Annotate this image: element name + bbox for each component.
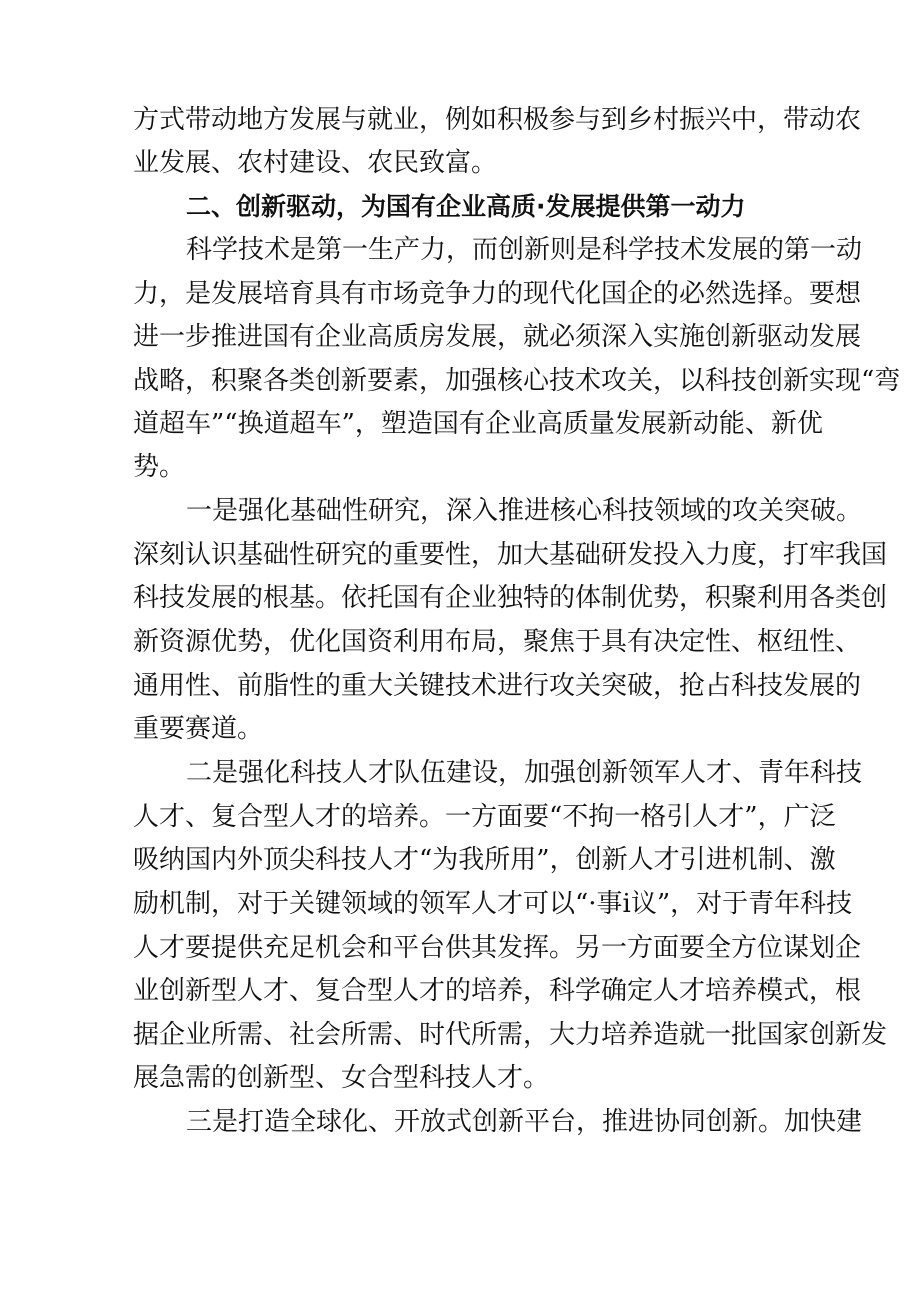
text-line: 重要赛道。	[133, 714, 264, 744]
text-line: 吸纳国内外顶尖科技人才“为我所用”，创新人才引进机制、激	[133, 845, 836, 875]
text-line: 人才要提供充足机会和平台供其发挥。另一方面要全方位谋划企	[133, 933, 862, 963]
text-line: 业发展、农村建设、农民致富。	[133, 148, 498, 178]
text-line: 战略，积聚各类创新要素，加强核心技术攻关，以科技创新实现“弯	[133, 366, 901, 396]
text-line: 进一步推进国有企业高质房发展，就必须深入实施创新驱动发展	[133, 322, 862, 352]
text-line: 新资源优势，优化国资利用布局，聚焦于具有决定性、枢纽性、	[133, 627, 862, 657]
text-line: 势。	[133, 452, 186, 482]
text-line: 三是打造全球化、开放式创新平台，推进协同创新。加快建	[186, 1107, 863, 1137]
text-line: 据企业所需、社会所需、时代所需，大力培养造就一批国家创新发	[133, 1020, 888, 1050]
text-line: 科技发展的根基。依托国有企业独特的体制优势，积聚利用各类创	[133, 583, 888, 613]
text-line: 道超车”“换道超车”，塑造国有企业高质量发展新动能、新优	[133, 409, 823, 439]
text-line: 科学技术是第一生产力，而创新则是科学技术发展的第一动	[186, 235, 863, 265]
text-line: 励机制，对于关键领域的领军人才可以“·事i议”，对于青年科技	[133, 889, 853, 919]
text-line: 业创新型人才、复合型人才的培养，科学确定人才培养模式，根	[133, 976, 862, 1006]
text-line: 深刻认识基础性研究的重要性，加大基础研发投入力度，打牢我国	[133, 540, 888, 570]
text-line: 人才、复合型人才的培养。一方面要“不拘一格引人才”，广泛	[133, 802, 836, 832]
text-line: 方式带动地方发展与就业，例如积极参与到乡村振兴中，带动农	[133, 105, 862, 135]
section-heading: 二、创新驱动，为国有企业高质·发展提供第一动力	[186, 192, 746, 221]
text-line: 展急需的创新型、女合型科技人才。	[133, 1063, 550, 1093]
text-line: 二是强化科技人才队伍建设，加强创新领军人才、青年科技	[186, 758, 863, 788]
text-line: 一是强化基础性研究，深入推进核心科技领域的攻关突破。	[186, 496, 863, 526]
text-line: 通用性、前脂性的重大关键技术进行攻关突破，抢占科技发展的	[133, 671, 862, 701]
text-line: 力，是发展培育具有市场竞争力的现代化国企的必然选择。要想	[133, 279, 862, 309]
